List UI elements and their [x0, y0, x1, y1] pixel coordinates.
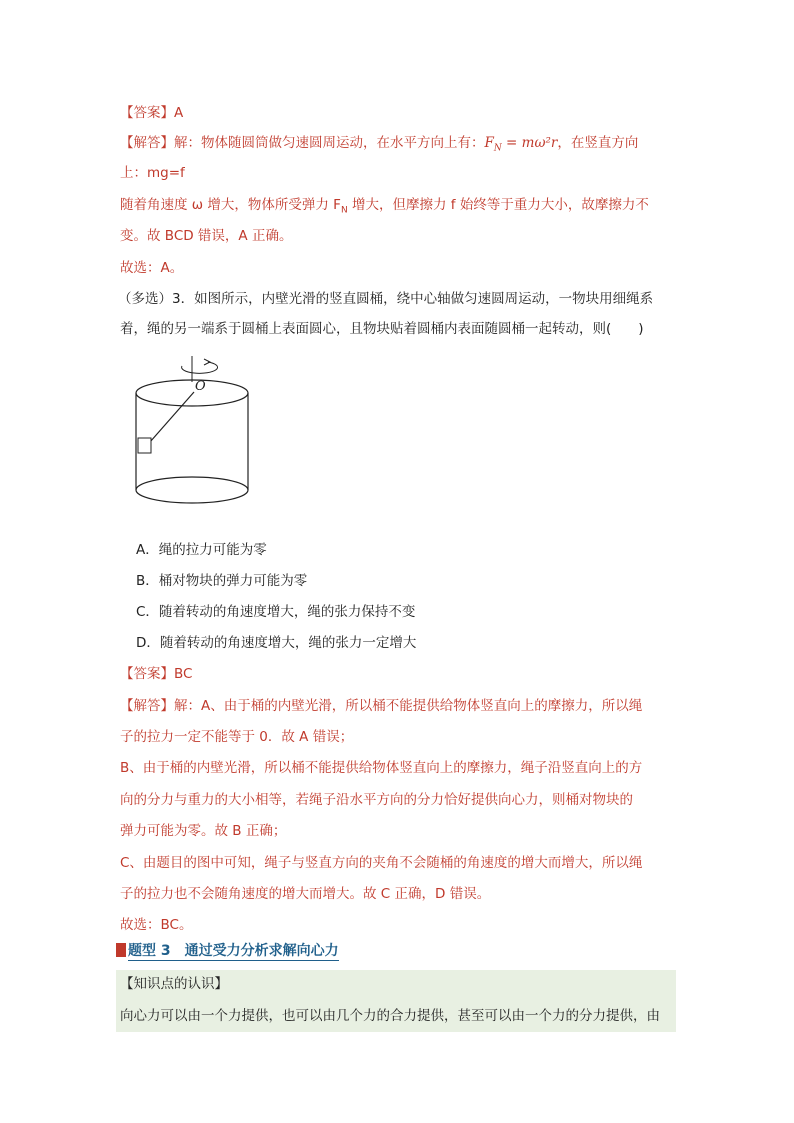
answer-3: [120, 664, 192, 684]
analysis-3-line-8: 故选：BC。: [120, 917, 193, 933]
question-3-line-1: （多选）3．如图所示，内壁光滑的竖直圆桶，绕中心轴做匀速圆周运动，一物块用细绳系: [118, 291, 654, 307]
analysis-3-line-4: 向的分力与重力的大小相等，若绳子沿水平方向的分力恰好提供向心力，则桶对物块的: [120, 792, 633, 808]
cylinder-figure: [132, 352, 256, 512]
formula: $F_N = m\omega^2r$: [484, 135, 558, 154]
section-title: [116, 940, 339, 962]
block: [138, 438, 151, 453]
analysis-label: 【解答】: [120, 135, 174, 151]
knowledge-box: [116, 970, 676, 1032]
analysis-3-line-3: B、由于桶的内壁光滑，所以桶不能提供给物体竖直向上的摩擦力，绳子沿竖直向上的方: [120, 760, 643, 776]
analysis-text: 解：物体随圆筒做匀速圆周运动，在水平方向上有：: [174, 135, 485, 151]
section-title-text: 题型 3 通过受力分析求解向心力: [128, 943, 339, 959]
analysis-3-line-2: 子的拉力一定不能等于 0．故 A 错误；: [120, 729, 354, 745]
analysis-label: 【解答】: [120, 698, 174, 714]
option-b: B．桶对物块的弹力可能为零: [136, 573, 308, 589]
center-label: O: [195, 379, 206, 394]
analysis-3-line-1: [120, 696, 642, 716]
question-3-line-2: 着，绳的另一端系于圆桶上表面圆心，且物块贴着圆桶内表面随圆桶一起转动，则( ): [120, 321, 644, 337]
analysis-text: ，在竖直方向: [557, 135, 639, 151]
analysis-3-line-6: C、由题目的图中可知，绳子与竖直方向的夹角不会随桶的角速度的增大而增大，所以绳: [120, 855, 643, 871]
analysis-1-line-5: 故选：A。: [120, 260, 184, 276]
analysis-1-line-4: 变。故 BCD 错误，A 正确。: [120, 228, 293, 244]
answer-1: [120, 103, 183, 123]
analysis-1-line-2: 上：mg=f: [120, 165, 185, 181]
rotation-arrow-icon: [182, 362, 218, 373]
analysis-text: 解：A、由于桶的内壁光滑，所以桶不能提供给物体竖直向上的摩擦力，所以绳: [174, 698, 643, 714]
option-a: A．绳的拉力可能为零: [136, 542, 267, 558]
answer-label: 【答案】: [120, 666, 174, 682]
option-c: C．随着转动的角速度增大，绳的张力保持不变: [136, 604, 416, 620]
analysis-3-line-7: 子的拉力也不会随角速度的增大而增大。故 C 正确，D 错误。: [120, 886, 491, 902]
option-d: D．随着转动的角速度增大，绳的张力一定增大: [136, 635, 417, 651]
knowledge-body: 向心力可以由一个力提供，也可以由几个力的合力提供，甚至可以由一个力的分力提供，由: [120, 1008, 660, 1024]
analysis-1-line-1: [120, 133, 638, 159]
analysis-3-line-5: 弹力可能为零。故 B 正确；: [120, 823, 287, 839]
answer-value: BC: [174, 666, 193, 682]
analysis-1-line-3: 随着角速度 ω 增大，物体所受弹力 $F_N$ 增大，但摩擦力 f 始终等于重力大小，故摩擦力不: [120, 197, 649, 216]
answer-value: A: [174, 105, 184, 121]
knowledge-heading: 【知识点的认识】: [120, 976, 228, 992]
answer-label: 【答案】: [120, 105, 174, 121]
section-marker-icon: [116, 943, 126, 957]
